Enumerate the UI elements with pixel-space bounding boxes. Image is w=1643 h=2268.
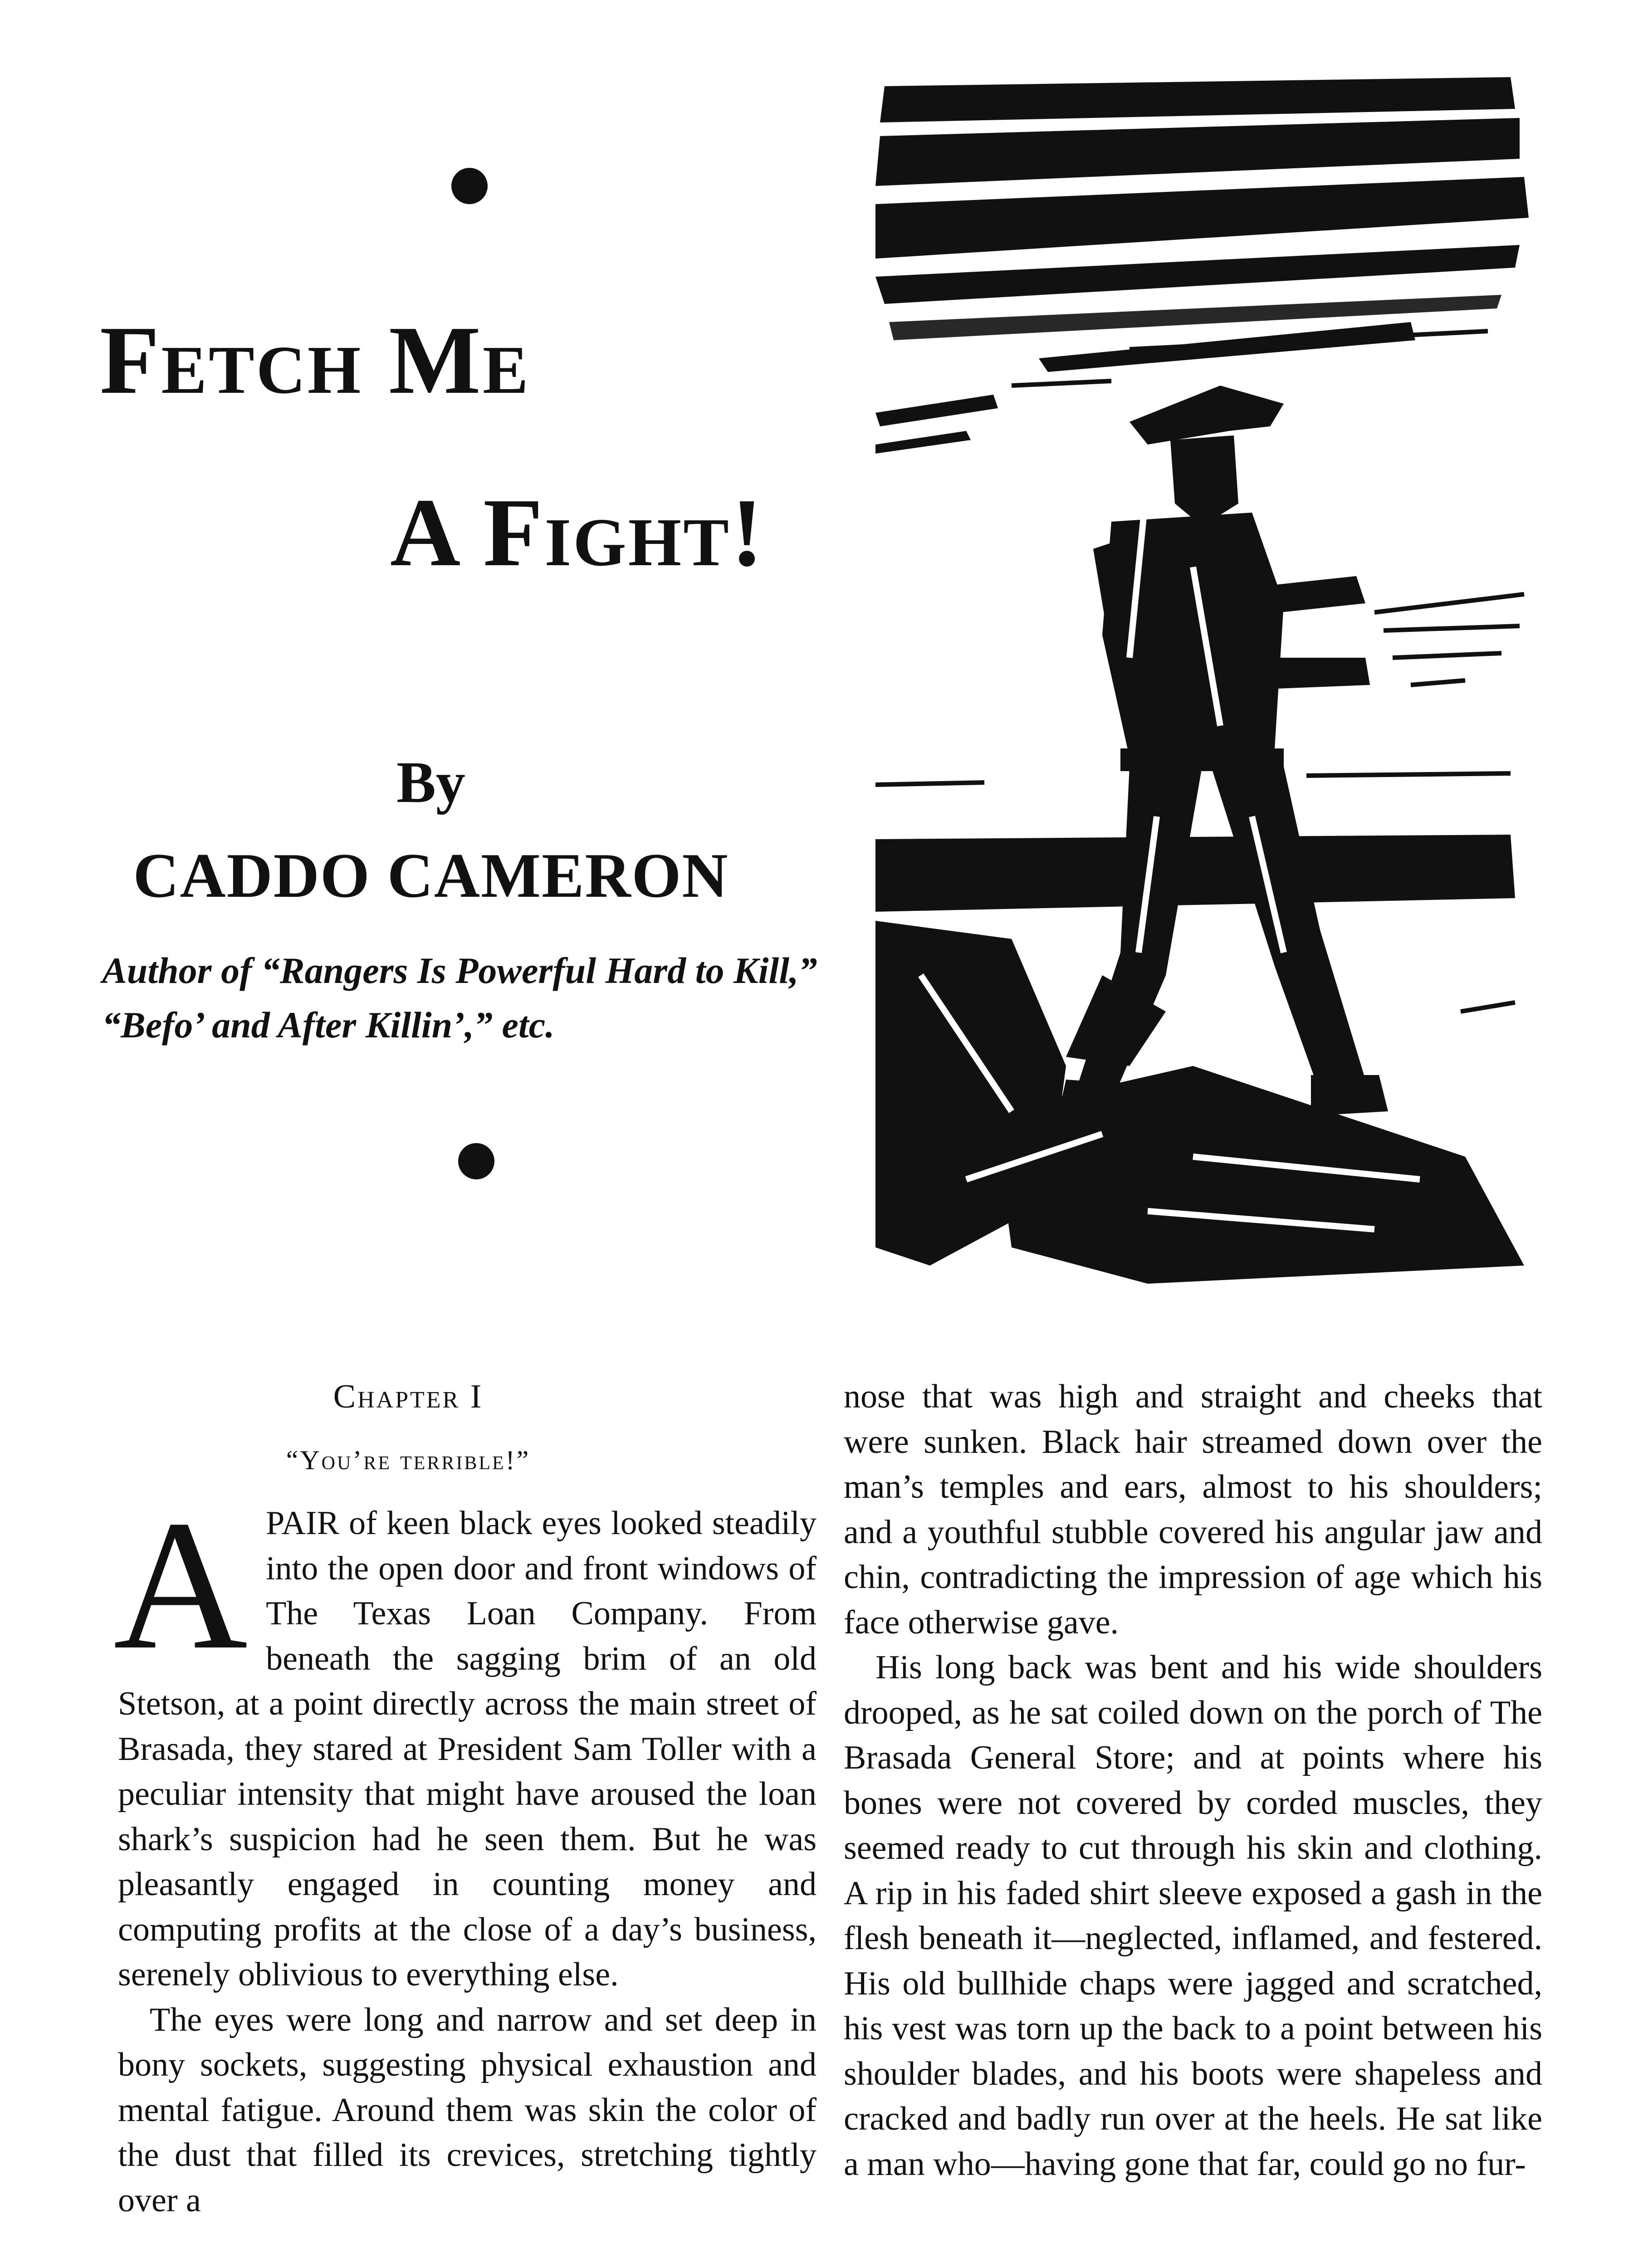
title-line-2: A Fight! [390,478,765,587]
paragraph: PAIR of keen black eyes looked steadily into the open door and front windows of The Texas Loan Company. From beneath the sagging brim of an old Stetson, at a point directly across the main street of Brasada, they stared at President Sam Toller with a peculiar intensity that might have aroused the loan shark’s suspicion had he seen them. But he was pleasantly engaged in counting money and computing profits at the close of a day’s business, serenely oblivious to everything else. [118,1505,817,1993]
opening-paragraph [113,1482,817,1998]
article-column-right [844,1374,1542,2187]
paragraph: His long back was bent and his wide shoulders drooped, as he sat coiled down on the porch of The Brasada General Store; and at points where his bones were not covered by corded muscles, they seemed ready to cut through his skin and clothing. A rip in his faded shirt sleeve exposed a gash in the flesh beneath it—neglected, inflamed, and festered. His old bullhide chaps were jagged and scratched, his vest was torn up the back to a point between his shoulder blades, and his boots were shapeless and cracked and badly run over at the heels. He sat like a man who—having gone that far, could go no fur- [844,1649,1542,2183]
title-block [0,0,862,1225]
chapter-subtitle: “You’re terrible!” [286,1445,531,1475]
drop-cap: A [113,1482,248,1688]
article-column-left [113,1374,817,2223]
paragraph: The eyes were long and narrow and set deep in bony sockets, suggesting physical exhaustion and mental fatigue. Around them was skin the color of the dust that filled its crevices, stretching tightly over a [118,2001,817,2219]
bottom-bullet-ornament [458,1143,494,1179]
byline: By [396,750,465,815]
chapter-heading: Chapter I [333,1378,484,1415]
author-credits: Author of “Rangers Is Powerful Hard to Kill,” “Befo’ and After Killin’,” etc. [102,950,817,1046]
title-line-1: Fetch Me [100,306,530,414]
gunfighter-illustration [875,68,1533,1284]
top-bullet-ornament [451,168,488,204]
author-name: CADDO CAMERON [133,841,729,911]
paragraph: nose that was high and straight and cheeks that were sunken. Black hair streamed down over the man’s temples and ears, almost to his shoulders; and a youthful stubble covered his angular jaw and chin, contradicting the impression of age which his face otherwise gave. [844,1378,1542,1641]
